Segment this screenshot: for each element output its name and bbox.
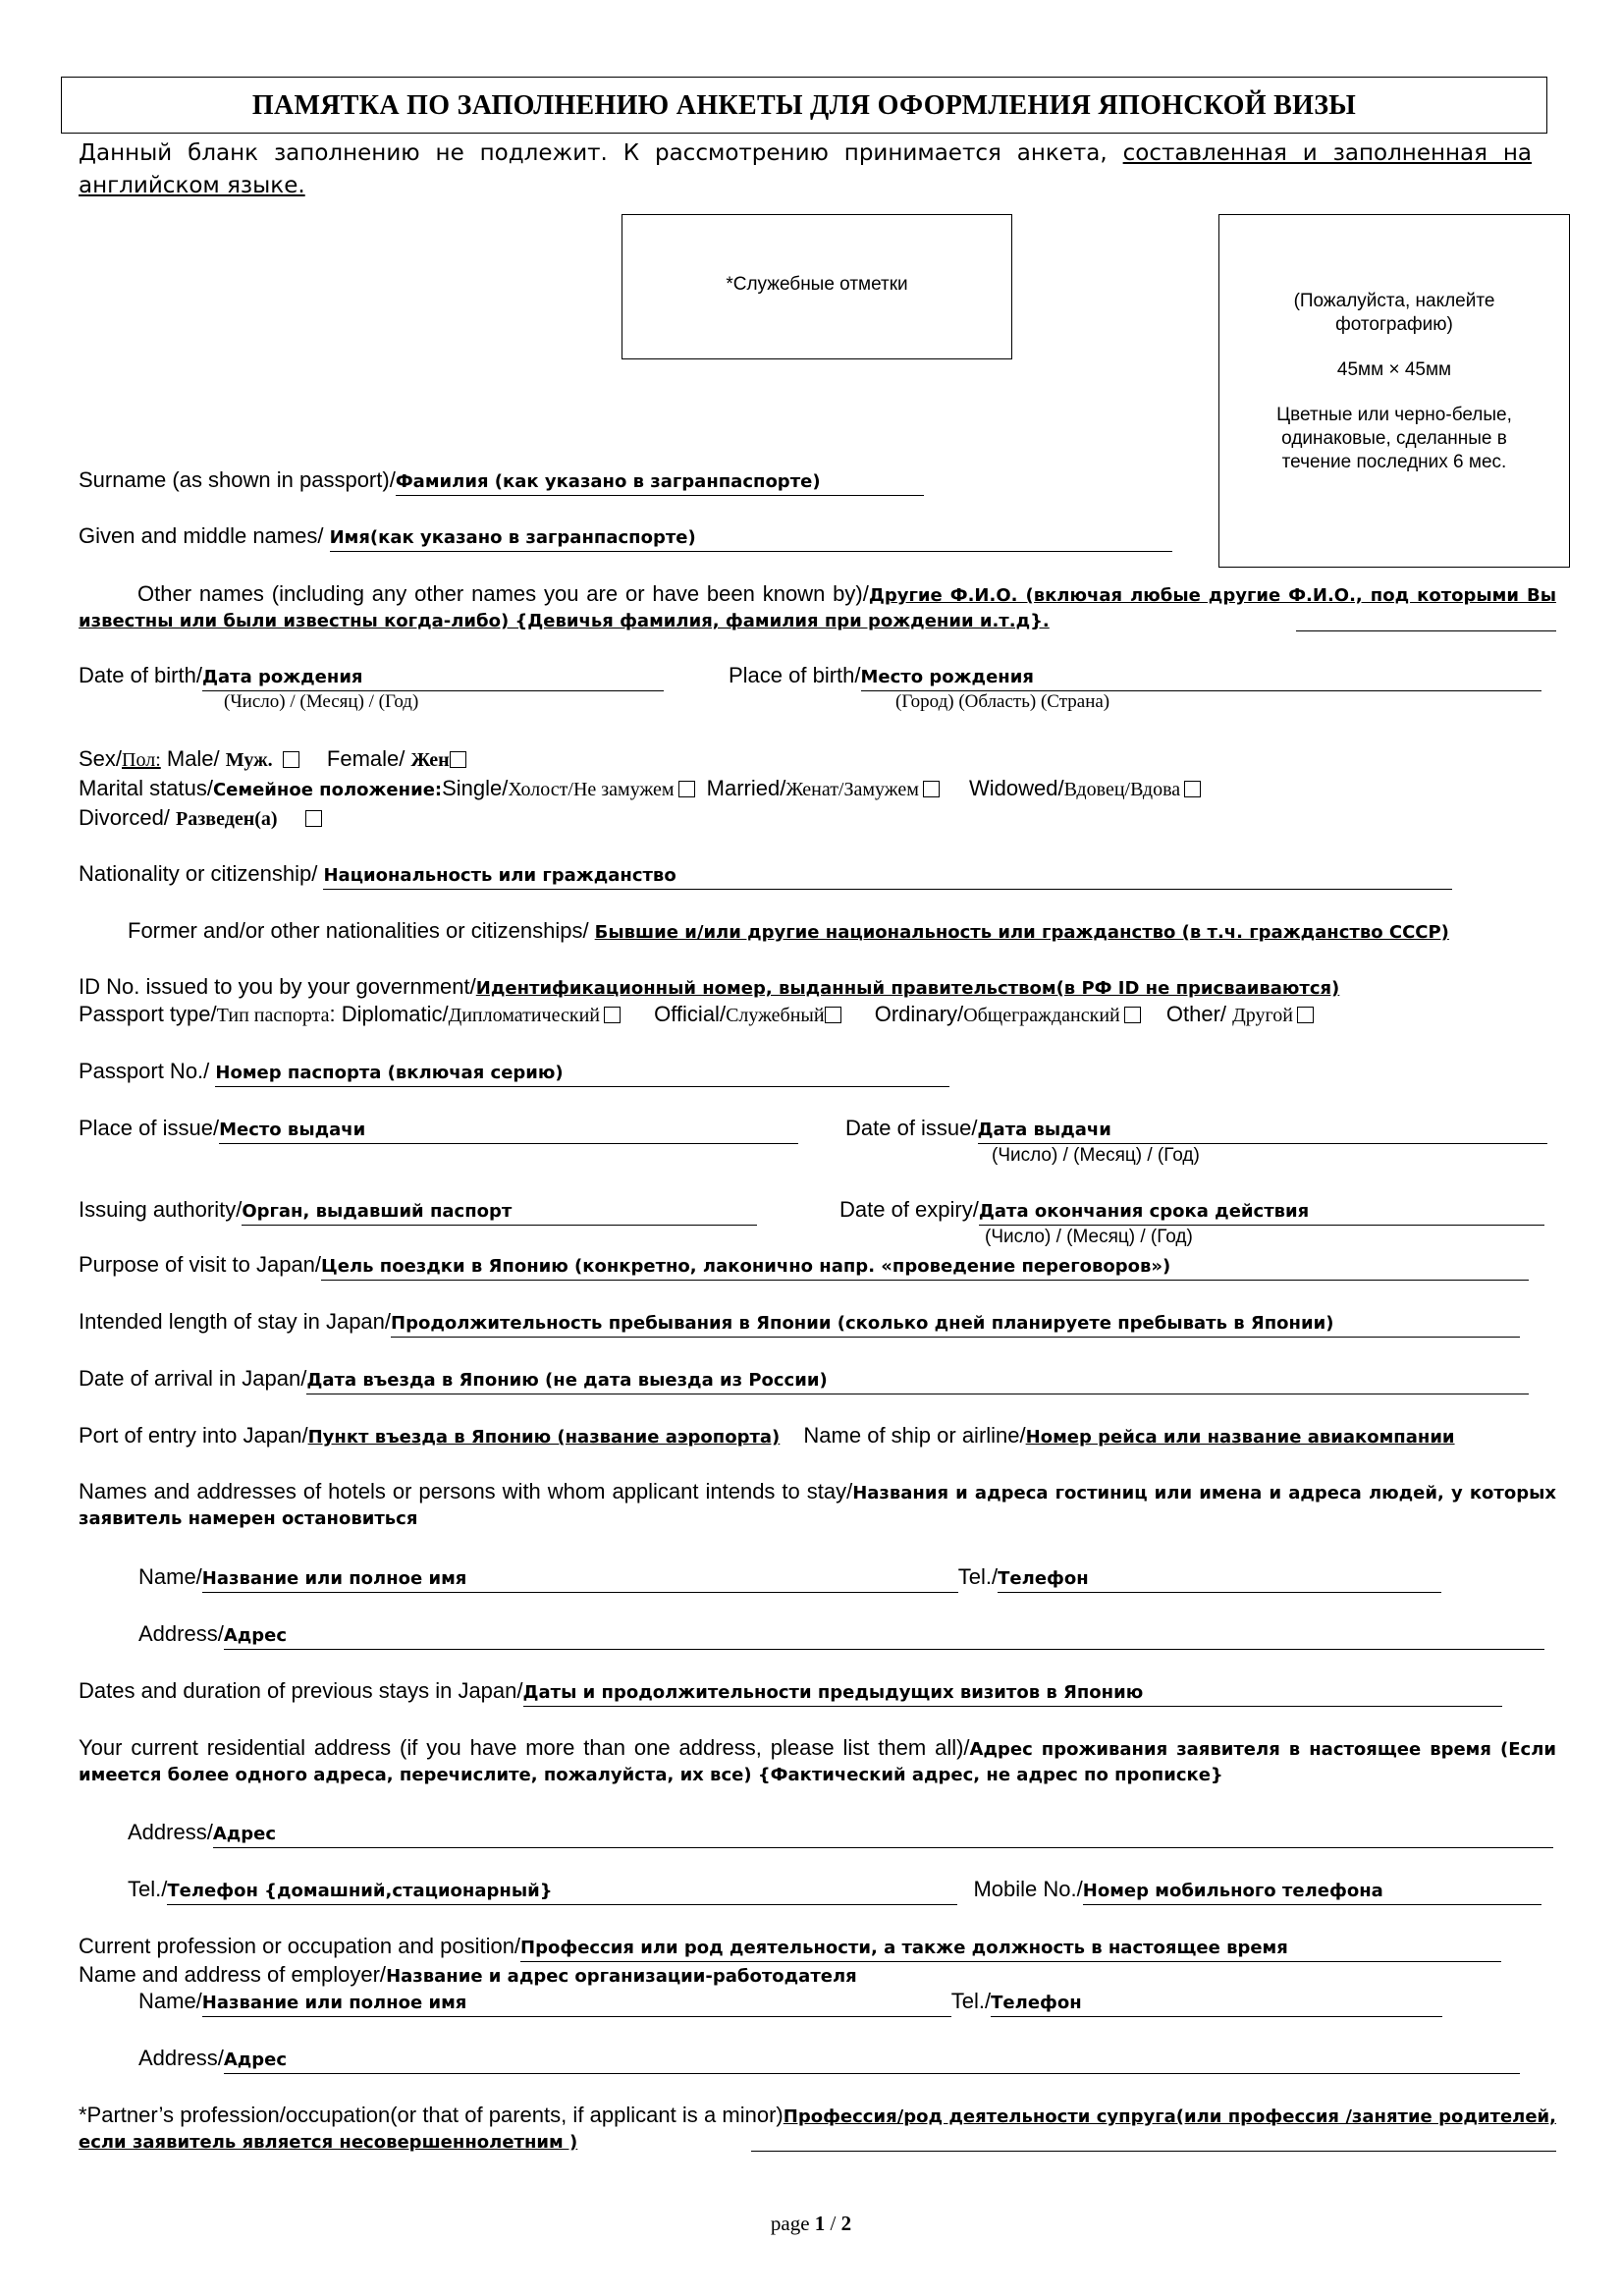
marital-status-field: Marital status/Семейное положение:Single/Холост/Не замужем Married/Женат/Замужем Widowed/Вдовец/Вдова: [79, 776, 1207, 803]
residential-address-field: Your current residential address (if you have more than one address, please list them all)/Адрес проживания заявителя в настоящее время (Если имеется более одного адреса, перечислите, пожалуйста, их все) {Фактический адрес, не адрес по прописке}: [79, 1735, 1556, 1785]
nationality-field[interactable]: Nationality or citizenship/ Национальность или гражданство: [79, 861, 1452, 890]
given-names-field[interactable]: Given and middle names/ Имя(как указано в загранпаспорте): [79, 523, 1172, 552]
divorced-checkbox[interactable]: [305, 810, 322, 827]
office-marks-label: *Служебные отметки: [726, 274, 908, 295]
male-checkbox[interactable]: [283, 751, 299, 768]
office-marks-box: [622, 214, 1012, 359]
single-checkbox[interactable]: [678, 781, 695, 797]
length-of-stay-field[interactable]: Intended length of stay in Japan/Продолжительность пребывания в Японии (сколько дней планируете пребывать в Японии): [79, 1309, 1520, 1338]
host-name-field[interactable]: Name/Название или полное имя Tel./Телефон: [138, 1564, 1441, 1593]
former-nationalities-field[interactable]: Former and/or other nationalities or citizenships/ Бывшие и/или другие национальность или гражданство (в т.ч. гражданство СССР): [128, 918, 1449, 943]
other-names-field[interactable]: Other names (including any other names you are or have been known by)/Другие Ф.И.О. (включая любые другие Ф.И.О., под которыми Вы известны или были известны когда-либо) {Девичья фамилия, фамилия при рождении и.т.д}.: [79, 581, 1556, 631]
date-of-birth-hint: (Число) / (Месяц) / (Год): [224, 691, 419, 712]
home-phone-field[interactable]: Tel./Телефон {домашний,стационарный} Mobile No./Номер мобильного телефона: [128, 1877, 1541, 1905]
female-checkbox[interactable]: [450, 751, 466, 768]
other-checkbox[interactable]: [1297, 1007, 1314, 1023]
intro-note: Данный бланк заполнению не подлежит. К рассмотрению принимается анкета, составленная и заполненная на английском языке.: [79, 140, 1533, 198]
other-names-line: [1296, 630, 1556, 631]
page-title: ПАМЯТКА ПО ЗАПОЛНЕНИЮ АНКЕТЫ ДЛЯ ОФОРМЛЕНИЯ ЯПОНСКОЙ ВИЗЫ: [61, 77, 1547, 134]
date-of-expiry-field[interactable]: Date of expiry/Дата окончания срока действия: [839, 1197, 1544, 1226]
hosts-field: Names and addresses of hotels or persons with whom applicant intends to stay/Названия и адреса гостиниц или имена и адреса людей, у которых заявитель намерен остановиться: [79, 1479, 1556, 1529]
date-of-birth-field[interactable]: Date of birth/Дата рождения: [79, 663, 664, 691]
purpose-field[interactable]: Purpose of visit to Japan/Цель поездки в Японию (конкретно, лаконично напр. «проведение переговоров»): [79, 1252, 1529, 1281]
issuing-authority-field[interactable]: Issuing authority/Орган, выдавший паспорт: [79, 1197, 757, 1226]
diplomatic-checkbox[interactable]: [604, 1007, 621, 1023]
profession-field[interactable]: Current profession or occupation and position/Профессия или род деятельности, а также должность в настоящее время: [79, 1934, 1501, 1962]
married-checkbox[interactable]: [923, 781, 940, 797]
widowed-checkbox[interactable]: [1184, 781, 1201, 797]
date-of-issue-hint: (Число) / (Месяц) / (Год): [992, 1145, 1200, 1166]
photo-size: 45мм × 45мм: [1336, 359, 1452, 380]
government-id-field[interactable]: ID No. issued to you by your government/Идентификационный номер, выданный правительством(в РФ ID не присваиваются): [79, 974, 1340, 999]
date-of-expiry-hint: (Число) / (Месяц) / (Год): [985, 1227, 1193, 1247]
employer-field: Name and address of employer/Название и адрес организации-работодателя: [79, 1962, 857, 1987]
partner-profession-line: [751, 2151, 1556, 2152]
photo-instruction: (Пожалуйста, наклейте фотографию): [1293, 291, 1495, 335]
host-address-field[interactable]: Address/Адрес: [138, 1621, 1544, 1650]
residential-address-line[interactable]: Address/Адрес: [128, 1820, 1553, 1848]
page-number: page 1 / 2: [770, 2212, 852, 2235]
ordinary-checkbox[interactable]: [1124, 1007, 1141, 1023]
partner-profession-field[interactable]: *Partner’s profession/occupation(or that of parents, if applicant is a minor)Профессия/род деятельности супруга(или профессия /занятие родителей, если заявитель является несовершеннолетним ): [79, 2103, 1556, 2153]
previous-stays-field[interactable]: Dates and duration of previous stays in Japan/Даты и продолжительности предыдущих визитов в Японию: [79, 1678, 1502, 1707]
photo-requirements: Цветные или черно-белые, одинаковые, сделанные в течение последних 6 мес.: [1276, 405, 1512, 472]
surname-field[interactable]: Surname (as shown in passport)/Фамилия (как указано в загранпаспорте): [79, 467, 924, 496]
place-of-issue-field[interactable]: Place of issue/Место выдачи: [79, 1116, 798, 1144]
photo-box: [1218, 214, 1570, 568]
official-checkbox[interactable]: [825, 1007, 841, 1023]
place-of-birth-hint: (Город) (Область) (Страна): [895, 691, 1110, 712]
passport-type-field: Passport type/Тип паспорта: Diplomatic/Дипломатический Official/Служебный Ordinary/Общегражданский Other/ Другой: [79, 1002, 1320, 1028]
sex-field: Sex/Пол: Male/ Муж. Female/ Жен: [79, 746, 472, 773]
place-of-birth-field[interactable]: Place of birth/Место рождения: [729, 663, 1541, 691]
divorced-field: Divorced/ Разведен(а): [79, 805, 328, 832]
date-of-issue-field[interactable]: Date of issue/Дата выдачи: [845, 1116, 1547, 1144]
employer-name-field[interactable]: Name/Название или полное имя Tel./Телефон: [138, 1989, 1442, 2017]
arrival-date-field[interactable]: Date of arrival in Japan/Дата въезда в Японию (не дата выезда из России): [79, 1366, 1529, 1394]
passport-number-field[interactable]: Passport No./ Номер паспорта (включая серию): [79, 1059, 949, 1087]
employer-address-field[interactable]: Address/Адрес: [138, 2046, 1520, 2074]
port-of-entry-field[interactable]: Port of entry into Japan/Пункт въезда в Японию (название аэропорта) Name of ship or airline/Номер рейса или название авиакомпании: [79, 1423, 1455, 1448]
